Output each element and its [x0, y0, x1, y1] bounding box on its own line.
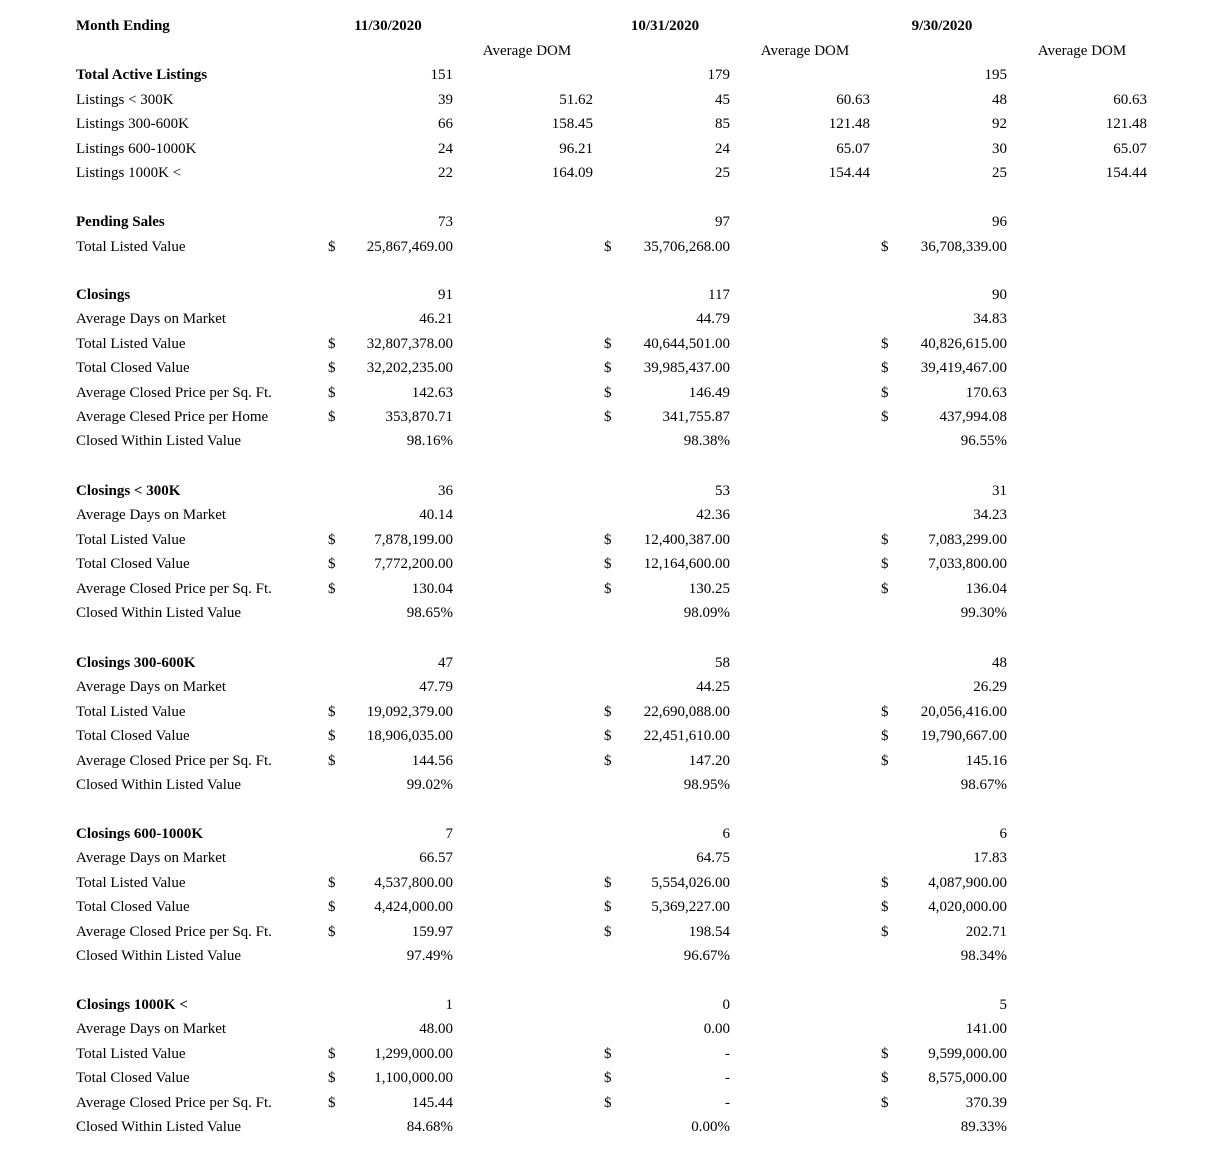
pending-total-2: 97: [715, 214, 730, 230]
dollar-sign: $: [881, 728, 889, 744]
dollar-sign: $: [604, 556, 612, 572]
row-label: Closed Within Listed Value: [76, 777, 242, 793]
active-value: 85: [715, 116, 730, 132]
row-label: Total Listed Value: [76, 704, 186, 720]
dollar-sign: $: [604, 1095, 612, 1111]
month-ending-label: Month Ending: [76, 18, 170, 34]
active-row: [0, 88, 1224, 112]
pending-total-row: [0, 210, 1224, 234]
row-value: 98.34%: [960, 948, 1007, 964]
row-value: 4,087,900.00: [928, 875, 1007, 891]
row-label: Total Closed Value: [76, 556, 190, 572]
section-title: Closings: [76, 287, 131, 303]
section-row: [0, 503, 1224, 527]
active-row: [0, 112, 1224, 136]
dollar-sign: $: [604, 532, 612, 548]
avg-dom-header-row: [0, 39, 1224, 63]
row-value: 98.09%: [683, 605, 730, 621]
section-total: 6: [722, 826, 730, 842]
dollar-sign: $: [604, 239, 612, 255]
row-value: 5,369,227.00: [651, 899, 730, 915]
dollar-sign: $: [328, 1070, 336, 1086]
row-value: -: [725, 1046, 730, 1062]
active-dom: 154.44: [1105, 165, 1147, 181]
dollar-sign: $: [881, 239, 889, 255]
row-value: 0.00: [703, 1021, 730, 1037]
row-label: Total Listed Value: [76, 336, 186, 352]
dollar-sign: $: [881, 1046, 889, 1062]
pending-listed-value: 35,706,268.00: [643, 239, 730, 255]
row-label: Average Closed Price per Sq. Ft.: [76, 385, 272, 401]
active-row-label: Listings 1000K <: [76, 165, 182, 181]
row-value: 66.57: [419, 850, 453, 866]
row-value: 39,985,437.00: [643, 360, 730, 376]
row-value: 98.16%: [406, 433, 453, 449]
row-value: 146.49: [688, 385, 730, 401]
dollar-sign: $: [604, 1070, 612, 1086]
section-total: 58: [715, 655, 730, 671]
row-value: 9,599,000.00: [928, 1046, 1007, 1062]
row-value: 198.54: [688, 924, 730, 940]
dollar-sign: $: [604, 581, 612, 597]
section-row: [0, 528, 1224, 552]
row-label: Total Closed Value: [76, 1070, 190, 1086]
row-value: 40,826,615.00: [920, 336, 1007, 352]
active-dom: 60.63: [836, 92, 870, 108]
active-dom: 158.45: [551, 116, 593, 132]
pending-total-3: 96: [992, 214, 1007, 230]
row-label: Total Listed Value: [76, 875, 186, 891]
dollar-sign: $: [328, 336, 336, 352]
active-value: 45: [715, 92, 730, 108]
row-value: -: [725, 1095, 730, 1111]
section-row: [0, 307, 1224, 331]
section-row: [0, 871, 1224, 895]
row-value: 48.00: [419, 1021, 453, 1037]
dollar-sign: $: [881, 1095, 889, 1111]
row-label: Closed Within Listed Value: [76, 433, 242, 449]
row-label: Average Days on Market: [76, 507, 227, 523]
section-row: [0, 552, 1224, 576]
active-value: 30: [992, 141, 1007, 157]
section-row: [0, 700, 1224, 724]
month-header-2: 10/31/2020: [630, 18, 700, 34]
row-value: 130.25: [688, 581, 730, 597]
row-value: 44.25: [696, 679, 730, 695]
row-value: 96.55%: [960, 433, 1007, 449]
pending-listed-value: 36,708,339.00: [920, 239, 1007, 255]
row-value: 34.23: [973, 507, 1007, 523]
dollar-sign: $: [328, 753, 336, 769]
row-value: 20,056,416.00: [920, 704, 1007, 720]
dollar-sign: $: [604, 1046, 612, 1062]
active-row-label: Listings 600-1000K: [76, 141, 197, 157]
section-total: 6: [999, 826, 1007, 842]
row-value: 353,870.71: [385, 409, 453, 425]
row-value: 99.30%: [960, 605, 1007, 621]
dollar-sign: $: [328, 1095, 336, 1111]
row-value: 202.71: [965, 924, 1007, 940]
section-title: Closings 1000K <: [76, 997, 188, 1013]
active-dom: 164.09: [551, 165, 593, 181]
row-value: 97.49%: [406, 948, 453, 964]
row-value: 141.00: [965, 1021, 1007, 1037]
row-label: Average Days on Market: [76, 1021, 227, 1037]
dollar-sign: $: [881, 532, 889, 548]
row-value: 40.14: [419, 507, 453, 523]
row-value: 8,575,000.00: [928, 1070, 1007, 1086]
dollar-sign: $: [604, 360, 612, 376]
avg-dom-header-3: Average DOM: [1037, 43, 1127, 59]
active-total-2: 179: [707, 67, 730, 83]
section-row: [0, 356, 1224, 380]
section-total: 91: [438, 287, 453, 303]
section-total: 53: [715, 483, 730, 499]
row-value: 42.36: [696, 507, 730, 523]
section-row: [0, 773, 1224, 797]
dollar-sign: $: [328, 239, 336, 255]
row-value: 34.83: [973, 311, 1007, 327]
section-total: 1: [445, 997, 453, 1013]
dollar-sign: $: [328, 385, 336, 401]
row-value: 98.65%: [406, 605, 453, 621]
section-title-row: [0, 283, 1224, 307]
active-dom: 65.07: [1113, 141, 1147, 157]
row-value: 19,790,667.00: [920, 728, 1007, 744]
row-value: 17.83: [973, 850, 1007, 866]
row-value: 142.63: [411, 385, 453, 401]
row-value: 170.63: [965, 385, 1007, 401]
dollar-sign: $: [328, 409, 336, 425]
dollar-sign: $: [881, 581, 889, 597]
section-total: 36: [438, 483, 453, 499]
row-value: 144.56: [411, 753, 453, 769]
active-total-3: 195: [984, 67, 1007, 83]
row-value: 12,164,600.00: [643, 556, 730, 572]
section-row: [0, 749, 1224, 773]
dollar-sign: $: [328, 556, 336, 572]
dollar-sign: $: [328, 899, 336, 915]
dollar-sign: $: [881, 336, 889, 352]
active-row: [0, 137, 1224, 161]
section-total: 0: [722, 997, 730, 1013]
dollar-sign: $: [604, 924, 612, 940]
row-value: 4,424,000.00: [374, 899, 453, 915]
row-value: 145.16: [965, 753, 1007, 769]
row-value: 32,807,378.00: [366, 336, 453, 352]
row-value: 19,092,379.00: [366, 704, 453, 720]
dollar-sign: $: [881, 875, 889, 891]
section-title-row: [0, 479, 1224, 503]
section-row: [0, 895, 1224, 919]
active-title: Total Active Listings: [76, 67, 208, 83]
row-value: 7,033,800.00: [928, 556, 1007, 572]
active-value: 25: [992, 165, 1007, 181]
row-label: Total Closed Value: [76, 728, 190, 744]
row-label: Average Closed Price per Sq. Ft.: [76, 753, 272, 769]
row-value: 4,537,800.00: [374, 875, 453, 891]
pending-title: Pending Sales: [76, 214, 165, 230]
dollar-sign: $: [604, 753, 612, 769]
dollar-sign: $: [328, 924, 336, 940]
dollar-sign: $: [328, 728, 336, 744]
section-total: 90: [992, 287, 1007, 303]
section-title: Closings 300-600K: [76, 655, 196, 671]
row-value: 98.95%: [683, 777, 730, 793]
row-value: 26.29: [973, 679, 1007, 695]
row-value: 84.68%: [406, 1119, 453, 1135]
month-header-1: 11/30/2020: [354, 18, 422, 34]
row-value: 98.38%: [683, 433, 730, 449]
dollar-sign: $: [881, 1070, 889, 1086]
dollar-sign: $: [881, 924, 889, 940]
dollar-sign: $: [328, 1046, 336, 1062]
row-value: 46.21: [419, 311, 453, 327]
section-row: [0, 1091, 1224, 1115]
dollar-sign: $: [604, 899, 612, 915]
row-value: 64.75: [696, 850, 730, 866]
section-row: [0, 1042, 1224, 1066]
pending-total-1: 73: [438, 214, 453, 230]
row-label: Average Closed Price per Sq. Ft.: [76, 581, 272, 597]
section-total: 117: [708, 287, 730, 303]
section-title: Closings 600-1000K: [76, 826, 204, 842]
row-value: 44.79: [696, 311, 730, 327]
row-value: 89.33%: [960, 1119, 1007, 1135]
active-value: 92: [992, 116, 1007, 132]
dollar-sign: $: [881, 899, 889, 915]
row-label: Average Closed Price per Sq. Ft.: [76, 924, 272, 940]
row-value: 370.39: [965, 1095, 1007, 1111]
dollar-sign: $: [604, 336, 612, 352]
dollar-sign: $: [328, 532, 336, 548]
section-row: [0, 429, 1224, 453]
dollar-sign: $: [604, 704, 612, 720]
active-dom: 121.48: [828, 116, 870, 132]
dollar-sign: $: [328, 581, 336, 597]
row-value: 32,202,235.00: [366, 360, 453, 376]
row-value: 47.79: [419, 679, 453, 695]
dollar-sign: $: [604, 875, 612, 891]
section-row: [0, 944, 1224, 968]
active-dom: 154.44: [828, 165, 870, 181]
section-row: [0, 1066, 1224, 1090]
row-label: Total Closed Value: [76, 899, 190, 915]
active-row-label: Listings 300-600K: [76, 116, 189, 132]
row-value: 147.20: [688, 753, 730, 769]
dollar-sign: $: [328, 704, 336, 720]
active-total-1: 151: [430, 67, 453, 83]
row-label: Closed Within Listed Value: [76, 1119, 242, 1135]
row-label: Closed Within Listed Value: [76, 948, 242, 964]
dollar-sign: $: [604, 728, 612, 744]
row-value: 1,100,000.00: [374, 1070, 453, 1086]
row-label: Total Listed Value: [76, 532, 186, 548]
row-label: Total Listed Value: [76, 1046, 186, 1062]
row-value: 99.02%: [406, 777, 453, 793]
row-value: 40,644,501.00: [643, 336, 730, 352]
row-value: 7,083,299.00: [928, 532, 1007, 548]
dollar-sign: $: [604, 409, 612, 425]
section-row: [0, 675, 1224, 699]
row-value: 130.04: [411, 581, 453, 597]
section-title-row: [0, 651, 1224, 675]
active-value: 25: [715, 165, 730, 181]
dollar-sign: $: [881, 385, 889, 401]
section-total: 31: [992, 483, 1007, 499]
active-value: 24: [715, 141, 730, 157]
row-value: 12,400,387.00: [643, 532, 730, 548]
row-label: Closed Within Listed Value: [76, 605, 242, 621]
section-row: [0, 601, 1224, 625]
row-value: 437,994.08: [939, 409, 1007, 425]
row-label: Average Days on Market: [76, 679, 227, 695]
row-value: 4,020,000.00: [928, 899, 1007, 915]
row-value: 0.00%: [691, 1119, 730, 1135]
section-total: 47: [438, 655, 453, 671]
dollar-sign: $: [881, 704, 889, 720]
active-row: [0, 161, 1224, 185]
active-dom: 51.62: [559, 92, 593, 108]
section-total: 5: [999, 997, 1007, 1013]
row-label: Average Closed Price per Sq. Ft.: [76, 1095, 272, 1111]
row-value: 96.67%: [683, 948, 730, 964]
active-total-row: [0, 63, 1224, 87]
row-value: -: [725, 1070, 730, 1086]
avg-dom-header-2: Average DOM: [760, 43, 850, 59]
dollar-sign: $: [328, 875, 336, 891]
row-value: 145.44: [411, 1095, 453, 1111]
section-total: 7: [445, 826, 453, 842]
dollar-sign: $: [881, 753, 889, 769]
row-label: Average Days on Market: [76, 850, 227, 866]
row-value: 22,690,088.00: [643, 704, 730, 720]
row-value: 39,419,467.00: [920, 360, 1007, 376]
row-value: 5,554,026.00: [651, 875, 730, 891]
row-label: Total Closed Value: [76, 360, 190, 376]
section-row: [0, 405, 1224, 429]
active-value: 66: [438, 116, 453, 132]
active-dom: 96.21: [559, 141, 593, 157]
avg-dom-header-1: Average DOM: [482, 43, 572, 59]
active-value: 22: [438, 165, 453, 181]
row-value: 98.67%: [960, 777, 1007, 793]
section-row: [0, 381, 1224, 405]
active-row-label: Listings < 300K: [76, 92, 174, 108]
row-value: 7,878,199.00: [374, 532, 453, 548]
pending-listed-row: [0, 235, 1224, 259]
active-dom: 60.63: [1113, 92, 1147, 108]
row-value: 22,451,610.00: [643, 728, 730, 744]
row-label: Average Clesed Price per Home: [76, 409, 269, 425]
row-value: 159.97: [411, 924, 453, 940]
section-row: [0, 724, 1224, 748]
row-value: 341,755.87: [662, 409, 730, 425]
section-row: [0, 1017, 1224, 1041]
section-title: Closings < 300K: [76, 483, 181, 499]
section-row: [0, 1115, 1224, 1139]
dollar-sign: $: [881, 556, 889, 572]
row-value: 1,299,000.00: [374, 1046, 453, 1062]
active-value: 48: [992, 92, 1007, 108]
active-dom: 121.48: [1105, 116, 1147, 132]
pending-listed-label: Total Listed Value: [76, 239, 186, 255]
row-value: 7,772,200.00: [374, 556, 453, 572]
active-dom: 65.07: [836, 141, 870, 157]
month-header-3: 9/30/2020: [911, 18, 973, 34]
header-row: [0, 14, 1224, 38]
section-total: 48: [992, 655, 1007, 671]
section-row: [0, 332, 1224, 356]
dollar-sign: $: [881, 360, 889, 376]
row-value: 136.04: [965, 581, 1007, 597]
active-value: 24: [438, 141, 453, 157]
section-title-row: [0, 993, 1224, 1017]
row-value: 18,906,035.00: [366, 728, 453, 744]
section-row: [0, 577, 1224, 601]
pending-listed-value: 25,867,469.00: [366, 239, 453, 255]
dollar-sign: $: [604, 385, 612, 401]
active-value: 39: [438, 92, 453, 108]
dollar-sign: $: [328, 360, 336, 376]
dollar-sign: $: [881, 409, 889, 425]
section-title-row: [0, 822, 1224, 846]
section-row: [0, 846, 1224, 870]
section-row: [0, 920, 1224, 944]
row-label: Average Days on Market: [76, 311, 227, 327]
